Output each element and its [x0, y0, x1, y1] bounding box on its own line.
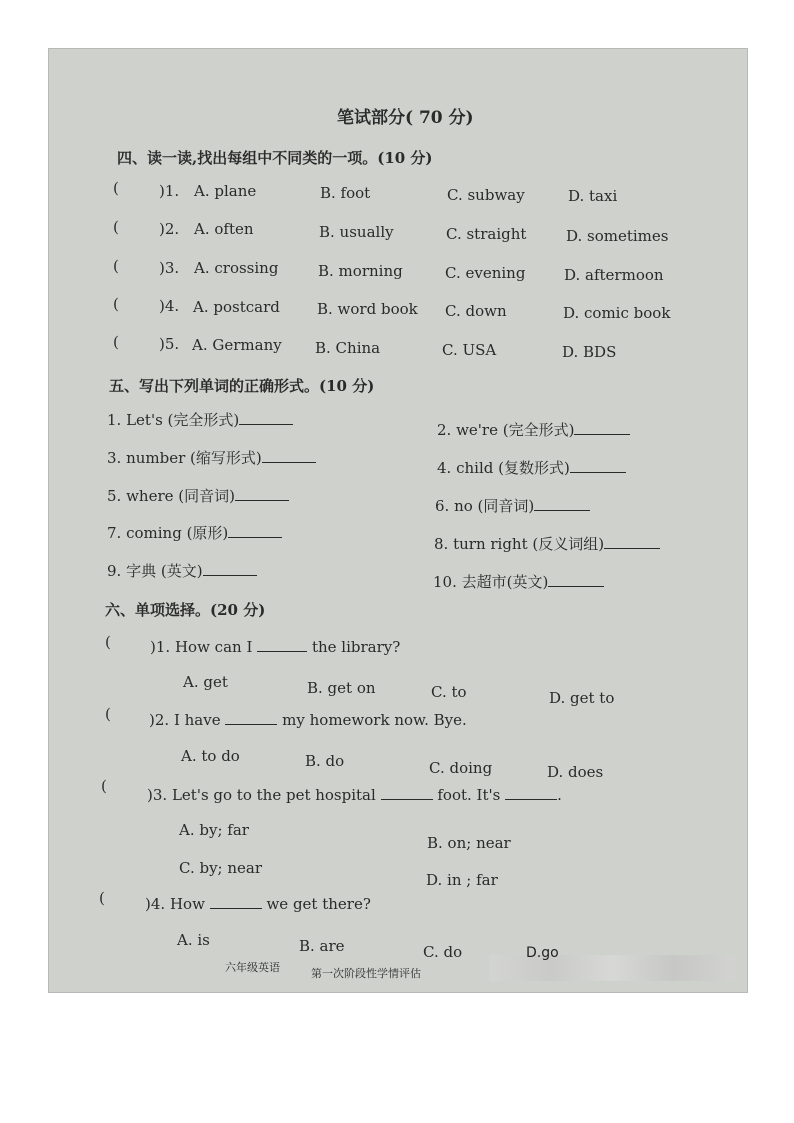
answer-paren: (	[113, 179, 119, 197]
answer-paren: (	[105, 705, 111, 723]
page-title: 笔试部分( 70 分)	[337, 108, 474, 128]
fill-item: 8. turn right (反义词组)	[434, 533, 660, 554]
option-a: A. get	[183, 673, 228, 691]
option-d: D. sometimes	[566, 227, 669, 245]
answer-paren: (	[99, 889, 105, 907]
answer-blank[interactable]	[203, 561, 257, 576]
option-b: B. word book	[317, 300, 418, 318]
option-b: B. do	[305, 752, 345, 770]
answer-blank[interactable]	[548, 572, 604, 587]
option-c: C. USA	[442, 341, 497, 359]
option-a: A. often	[194, 220, 254, 238]
answer-blank[interactable]	[570, 458, 626, 473]
fill-item: 10. 去超市(英文)	[433, 571, 604, 592]
answer-paren: (	[105, 633, 111, 651]
option-d: D. in ; far	[426, 871, 498, 889]
option-d: D.go	[526, 945, 559, 961]
question-stem: )1. How can I the library?	[150, 638, 401, 656]
fill-item: 1. Let's (完全形式)	[107, 409, 293, 430]
answer-blank[interactable]	[210, 894, 262, 909]
answer-blank[interactable]	[381, 785, 433, 800]
fill-item: 5. where (同音词)	[107, 485, 289, 506]
question-stem: )4. How we get there?	[145, 895, 371, 913]
exam-sheet	[48, 48, 748, 993]
question-number: )3.	[159, 259, 180, 277]
option-a: A. crossing	[194, 259, 279, 277]
option-b: B. on; near	[427, 834, 511, 852]
option-d: D. BDS	[562, 343, 617, 361]
option-d: D. aftermoon	[564, 266, 664, 284]
option-a: A. is	[177, 931, 210, 949]
question-stem: )2. I have my homework now. Bye.	[149, 711, 467, 729]
fill-item: 7. coming (原形)	[107, 522, 282, 543]
question-stem: )3. Let's go to the pet hospital foot. It's .	[147, 786, 562, 804]
answer-paren: (	[113, 295, 119, 313]
fill-item: 2. we're (完全形式)	[437, 419, 630, 440]
fill-item: 4. child (复数形式)	[437, 457, 626, 478]
answer-blank[interactable]	[235, 486, 289, 501]
section-6-heading: 六、单项选择。(20 分)	[105, 601, 266, 619]
answer-blank[interactable]	[505, 785, 557, 800]
answer-blank[interactable]	[574, 420, 630, 435]
answer-blank[interactable]	[239, 410, 293, 425]
option-b: B. are	[299, 937, 345, 955]
option-b: B. foot	[320, 184, 371, 202]
option-d: D. comic book	[563, 304, 671, 322]
answer-blank[interactable]	[604, 534, 660, 549]
question-number: )4.	[159, 297, 180, 315]
fill-item: 6. no (同音词)	[435, 495, 590, 516]
answer-paren: (	[101, 777, 107, 795]
option-a: A. by; far	[179, 821, 249, 839]
option-c: C. subway	[447, 186, 525, 204]
option-b: B. morning	[318, 262, 403, 280]
option-c: C. down	[445, 302, 507, 320]
option-b: B. China	[315, 339, 381, 357]
option-a: A. postcard	[193, 298, 280, 316]
fill-item: 9. 字典 (英文)	[107, 560, 257, 581]
answer-blank[interactable]	[225, 710, 277, 725]
question-number: )1.	[159, 182, 180, 200]
answer-blank[interactable]	[257, 637, 307, 652]
option-c: C. to	[431, 683, 467, 701]
option-b: B. usually	[319, 223, 394, 241]
footer-grade: 六年级英语	[225, 961, 280, 974]
answer-blank[interactable]	[534, 496, 590, 511]
option-c: C. by; near	[179, 859, 263, 877]
option-c: C. doing	[429, 759, 493, 777]
section-5-heading: 五、写出下列单词的正确形式。(10 分)	[109, 377, 375, 395]
question-number: )5.	[159, 335, 180, 353]
option-a: A. plane	[194, 182, 257, 200]
answer-paren: (	[113, 333, 119, 351]
section-4-heading: 四、读一读,找出每组中不同类的一项。(10 分)	[117, 149, 433, 167]
answer-blank[interactable]	[262, 448, 316, 463]
fill-item: 3. number (缩写形式)	[107, 447, 316, 468]
option-a: A. Germany	[192, 336, 282, 354]
option-a: A. to do	[181, 747, 240, 765]
question-number: )2.	[159, 220, 180, 238]
answer-paren: (	[113, 257, 119, 275]
option-b: B. get on	[307, 679, 376, 697]
option-d: D. does	[547, 763, 604, 781]
answer-paren: (	[113, 218, 119, 236]
option-c: C. evening	[445, 264, 526, 282]
option-c: C. do	[423, 943, 463, 961]
footer-exam-name: 第一次阶段性学情评估	[311, 967, 421, 980]
option-d: D. taxi	[568, 187, 618, 205]
option-d: D. get to	[549, 689, 615, 707]
answer-blank[interactable]	[228, 523, 282, 538]
option-c: C. straight	[446, 225, 527, 243]
